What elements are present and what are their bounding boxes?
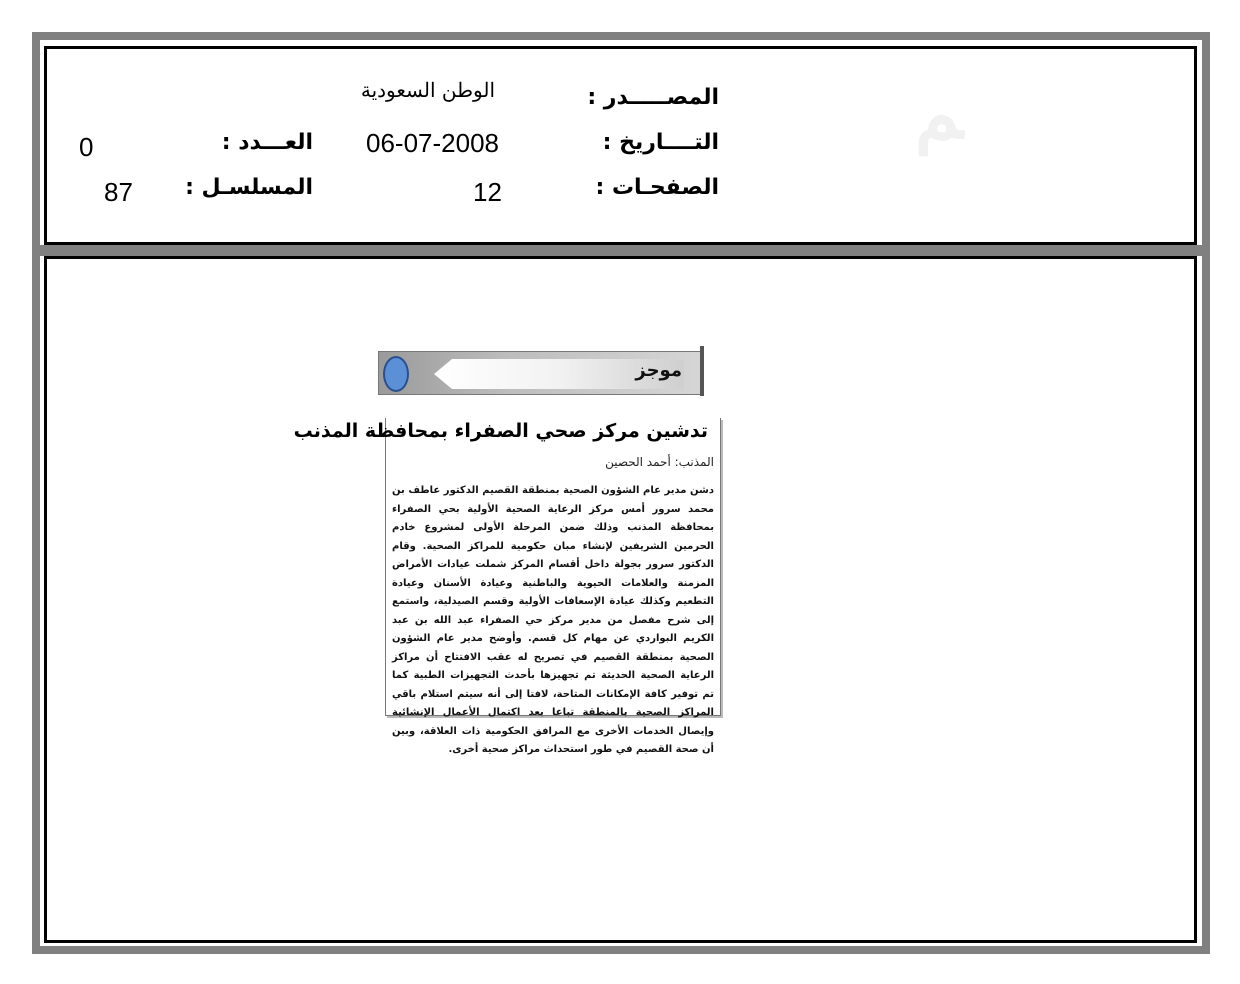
source-value: الوطن السعودية (360, 78, 495, 102)
article-body: دشن مدير عام الشؤون الصحية بمنطقة القصيم الدكتور عاطف بن محمد سرور أمس مركز الرعاية الصحية الأولية بحي الصفراء بمحافظة المذنب وذلك ضمن المرحلة الأولى لمشروع خادم الحرمين الشريفين لإنشاء مبان حكومية للمراكز الصحية. وقام الدكتور سرور بجولة داخل أقسام المركز شملت عيادات الأمراض المزمنة والعلامات الحيوية والباطنية وعيادة الأسنان وعيادة التطعيم وكذلك عيادة الإسعافات الأولية وقسم الصيدلية، واستمع إلى شرح مفصل من مدير مركز حي الصفراء عبد الله بن عبد الكريم البواردي عن مهام كل قسم. وأوضح مدير عام الشؤون الصحية بمنطقة القصيم في تصريح له عقب الافتتاح أن مراكز الرعاية الصحية الحديثة تم تجهيزها بأحدث التجهيزات الطبية كما تم توفير كافة الإمكانات المتاحة، لافتا إلى أنه سيتم استلام باقي المراكز الصحية بالمنطقة تباعا بعد اكتمال الأعمال الإنشائية وإيصال الخدمات الأخرى مع المرافق الحكومية ذات العلاقة، وبين أن صحة القصيم في طور استحداث مراكز صحية أخرى. (392, 485, 714, 755)
issue-value: 0 (79, 132, 94, 162)
article-byline: المذنب: أحمد الحصين (605, 455, 714, 469)
section-label: موجز (635, 360, 682, 381)
issue-label: العـــدد : (221, 130, 313, 155)
blue-circle-icon (383, 356, 409, 392)
header-separator (40, 245, 1202, 256)
article-title: تدشين مركز صحي الصفراء بمحافظة المذنب (293, 420, 708, 442)
banner-edge-bar (700, 346, 704, 396)
pages-value: 12 (473, 177, 502, 207)
source-label: المصـــــدر : (587, 85, 719, 110)
serial-label: المسلسـل : (185, 175, 313, 200)
logo-watermark: ﻢ (915, 70, 963, 155)
pages-label: الصفحـات : (595, 175, 719, 200)
date-value: 06-07-2008 (366, 128, 499, 158)
serial-value: 87 (104, 177, 133, 207)
date-label: التــــاريخ : (602, 130, 719, 155)
